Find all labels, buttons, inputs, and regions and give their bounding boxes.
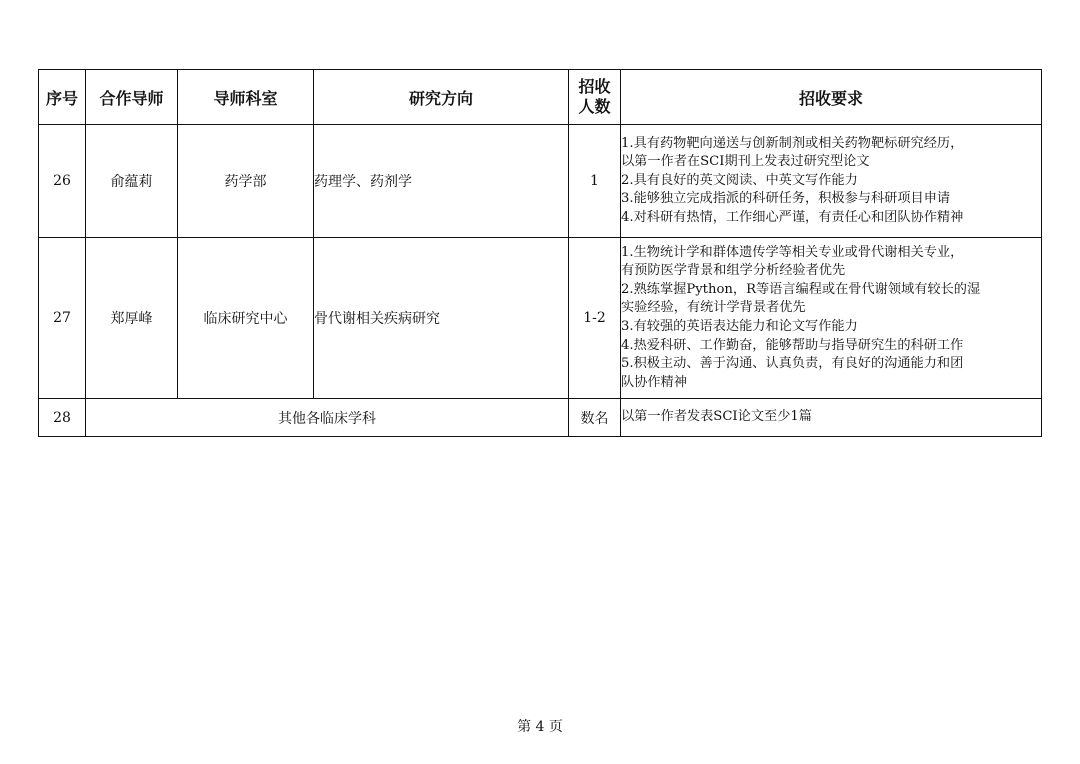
table-row: [39, 399, 1042, 437]
requirement-line: 3.有较强的英语表达能力和论文写作能力: [621, 319, 858, 334]
requirement-line: 以第一作者发表SCI论文至少1篇: [621, 409, 812, 425]
row-dept: 临床研究中心: [178, 238, 314, 399]
header-no: 序号: [39, 70, 86, 125]
requirement-line: 1.生物统计学和群体遗传学等相关专业或骨代谢相关专业，: [621, 244, 964, 260]
row-direction: 药理学、药剂学: [314, 125, 569, 238]
row-no: 26: [39, 125, 86, 238]
row-requirements: [621, 399, 1042, 437]
requirement-line: 1.具有药物靶向递送与创新制剂或相关药物靶标研究经历，: [621, 135, 964, 151]
requirement-line: 实验经验，有统计学背景者优先: [621, 300, 806, 316]
row-quota: 1: [569, 125, 621, 238]
requirement-line: 有预防医学背景和组学分析经验者优先: [621, 263, 846, 279]
header-direction: 研究方向: [314, 70, 569, 125]
header-quota-line: 招收: [578, 77, 611, 96]
requirement-line: 2.熟练掌握Python，R等语言编程或在骨代谢领域有较长的湿: [621, 281, 981, 297]
requirement-line: 2.具有良好的英文阅读、中英文写作能力: [621, 172, 858, 188]
row-requirements: [621, 238, 1042, 399]
header-quota: [569, 70, 621, 125]
row-mentor: 俞蕴莉: [86, 125, 178, 238]
row-requirements: [621, 125, 1042, 238]
requirement-line: 4.热爱科研、工作勤奋，能够帮助与指导研究生的科研工作: [621, 337, 964, 353]
requirement-line: 3.能够独立完成指派的科研任务，积极参与科研项目申请: [621, 191, 951, 207]
row-mentor: 郑厚峰: [86, 238, 178, 399]
row-dept: 药学部: [178, 125, 314, 238]
table-row: [39, 125, 1042, 238]
requirement-line: 5.积极主动、善于沟通、认真负责，有良好的沟通能力和团: [621, 356, 964, 372]
row-quota: 数名: [569, 399, 621, 437]
row-no: 28: [39, 399, 86, 437]
header-dept: 导师科室: [178, 70, 314, 125]
mentor-table: [38, 69, 1042, 437]
requirement-line: 以第一作者在SCI期刊上发表过研究型论文: [621, 154, 870, 170]
header-mentor: 合作导师: [86, 70, 178, 125]
requirement-line: 4.对科研有热情，工作细心严谨，有责任心和团队协作精神: [621, 209, 964, 225]
page-number: 第 4 页: [517, 719, 563, 735]
header-requirements: 招收要求: [621, 70, 1042, 125]
table-row: [39, 238, 1042, 399]
row-no: 27: [39, 238, 86, 399]
table-header-row: [39, 70, 1042, 125]
requirement-line: 队协作精神: [621, 374, 687, 390]
row-direction: 骨代谢相关疾病研究: [314, 238, 569, 399]
row-merged-disciplines: 其他各临床学科: [86, 399, 569, 437]
header-quota-line: 人数: [578, 97, 611, 116]
row-quota: 1-2: [569, 238, 621, 399]
